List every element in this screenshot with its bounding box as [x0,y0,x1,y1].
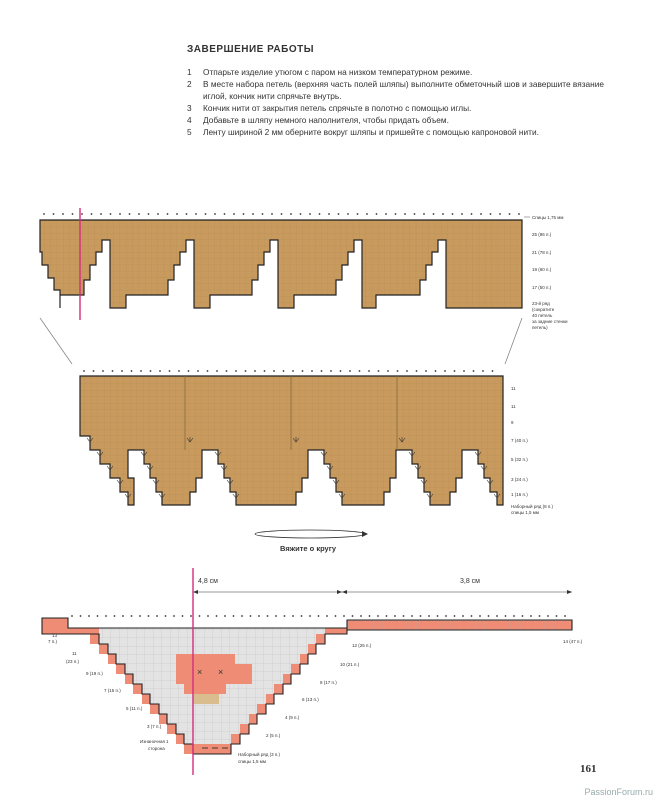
chart2-label: 11 [511,404,516,409]
stitch-dot [397,370,399,372]
stitch-dot [435,370,437,372]
cross-symbol: × [218,667,224,677]
stitch-dot [488,615,490,617]
stitch-dot [378,370,380,372]
step-number: 3 [187,103,192,113]
page-number: 161 [580,763,597,775]
chart3-label: спицы 1,5 мм [238,759,266,764]
chart-flower-triangle [42,568,583,775]
stitch-dot [357,213,359,215]
stitch-dot [97,615,99,617]
stitch-dot [169,370,171,372]
stitch-dot [300,213,302,215]
stitch-dot [359,370,361,372]
chart3-dots [71,615,566,617]
stitch-dot [452,213,454,215]
stitch-dot [53,213,55,215]
chart3-label: 10 (21 п.) [340,662,360,667]
stitch-dot [509,213,511,215]
stitch-dot [131,615,133,617]
step-text: Отпарьте изделие утюгом с паром на низком температурном режиме. [203,67,473,77]
dimension-left: 4,8 см [198,578,218,585]
stitch-dot [522,615,524,617]
stitch-dot [311,370,313,372]
chart3-label: Наборный ряд (3 п.) [238,752,281,757]
chart3-label: 6 (13 п.) [302,697,319,702]
chart-crown [80,370,554,515]
stitch-dot [433,213,435,215]
stitch-dot [442,213,444,215]
stitch-dot [207,615,209,617]
stitch-dot [376,213,378,215]
stitch-dot [496,615,498,617]
chart1-label: (сократите [532,307,555,312]
chart1-label: за задние стенки [532,319,568,324]
stitch-dot [347,213,349,215]
chart3-label: 8 (17 п.) [320,680,337,685]
stitch-dot [271,213,273,215]
stitch-dot [352,615,354,617]
stitch-dot [301,615,303,617]
stitch-dot [386,615,388,617]
stitch-dot [326,615,328,617]
stitch-dot [406,370,408,372]
stitch-dot [366,213,368,215]
stitch-dot [479,615,481,617]
stitch-dot [148,615,150,617]
stitch-dot [156,615,158,617]
stitch-dot [547,615,549,617]
stitch-dot [482,370,484,372]
stitch-dot [122,615,124,617]
chart3-label: 9 (19 п.) [86,671,103,676]
chart3-label: 13 [52,633,58,638]
chart3-label: 3 (7 п.) [147,724,162,729]
stitch-dot [463,370,465,372]
stitch-dot [444,370,446,372]
stitch-dot [490,213,492,215]
chart1-label: 19 (60 п.) [532,267,552,272]
chart3-label: 7 (15 п.) [104,688,121,693]
stitch-dot [264,370,266,372]
stitch-dot [505,615,507,617]
stitch-dot [131,370,133,372]
stitch-dot [499,213,501,215]
stitch-dot [425,370,427,372]
stitch-dot [411,615,413,617]
stitch-dot [360,615,362,617]
stitch-dot [214,213,216,215]
stitch-dot [454,615,456,617]
stitch-dot [492,370,494,372]
stitch-dot [420,615,422,617]
stitch-dot [321,370,323,372]
stitch-dot [445,615,447,617]
stitch-dot [139,615,141,617]
stitch-dot [377,615,379,617]
chart3-label: 7 п.) [48,639,57,644]
watermark: PassionForum.ru [584,787,653,797]
stitch-dot [207,370,209,372]
stitch-dot [186,213,188,215]
stitch-dot [480,213,482,215]
stitch-dot [564,615,566,617]
stitch-dot [102,370,104,372]
stitch-dot [197,370,199,372]
chart2-label: 5 (32 п.) [511,457,528,462]
chart3-label: 11 [72,651,77,656]
stitch-dot [72,213,74,215]
step-text: Кончик нити от закрытия петель спрячьте в полотно с помощью иглы. [203,103,472,113]
stitch-dot [83,370,85,372]
stitch-dot [416,370,418,372]
stitch-dot [309,615,311,617]
chart1-label: 21 (78 п.) [532,250,552,255]
chart2-label: 11 [511,386,516,391]
stitch-dot [368,370,370,372]
stitch-dot [71,615,73,617]
cross-symbol: × [197,667,203,677]
stitch-dot [62,213,64,215]
chart3-label: сторона [148,746,165,751]
stitch-dot [281,213,283,215]
stitch-dot [385,213,387,215]
chart3-label: 1 [166,739,169,744]
stitch-dot [343,615,345,617]
step-number: 4 [187,115,192,125]
stitch-dot [188,370,190,372]
stitch-dot [292,370,294,372]
stitch-dot [80,615,82,617]
chart1-label: 17 (50 п.) [532,285,552,290]
stitch-dot [241,615,243,617]
stitch-dot [233,213,235,215]
stitch-dot [290,213,292,215]
stitch-dot [224,213,226,215]
stitch-dot [110,213,112,215]
stitch-dot [284,615,286,617]
stitch-dot [182,615,184,617]
step-number: 5 [187,127,192,137]
chart1-labels [524,215,568,330]
stitch-dot [423,213,425,215]
stitch-dot [100,213,102,215]
stitch-dot [216,370,218,372]
chart3-label: 4 (9 п.) [285,715,300,720]
stitch-dot [224,615,226,617]
chart1-label: 40 петель [532,313,553,318]
stitch-dot [178,370,180,372]
stitch-dot [319,213,321,215]
step-text: Добавьте в шляпу немного наполнителя, чтобы придать объем. [203,115,449,125]
stitch-dot [88,615,90,617]
step-number: 1 [187,67,192,77]
stitch-dot [437,615,439,617]
stitch-dot [138,213,140,215]
round-label: Вяжите о кругу [280,544,337,553]
stitch-dot [243,213,245,215]
chart1-dots [43,213,520,215]
chart2-label: 1 (16 п.) [511,492,528,497]
stitch-dot [309,213,311,215]
chart1-label: 23-й ряд [532,301,550,306]
chart3-label: Изнаночная [140,739,165,744]
stitch-dot [471,615,473,617]
stitch-dot [518,213,520,215]
chart2-label: 3 (24 п.) [511,477,528,482]
connector-line [40,318,72,364]
stitch-dot [556,615,558,617]
stitch-dot [539,615,541,617]
stitch-dot [283,370,285,372]
stitch-dot [245,370,247,372]
stitch-dot [387,370,389,372]
stitch-dot [167,213,169,215]
chart3-label: 12 (25 п.) [352,643,372,648]
stitch-dot [530,615,532,617]
stitch-dot [148,213,150,215]
stitch-dot [114,615,116,617]
stitch-dot [318,615,320,617]
stitch-dot [395,213,397,215]
stitch-dot [112,370,114,372]
chart2-label: 9 [511,420,514,425]
stitch-dot [335,615,337,617]
knit-in-round-arrow [255,530,368,553]
chart2-labels [511,386,554,515]
stitch-dot [91,213,93,215]
step-text: Ленту шириной 2 мм оберните вокруг шляпы и пришейте с помощью капроновой нити. [203,127,539,137]
chart3-label: (23 п.) [66,659,79,664]
stitch-dot [292,615,294,617]
stitch-dot [233,615,235,617]
stitch-dot [93,370,95,372]
stitch-dot [216,615,218,617]
stitch-dot [414,213,416,215]
stitch-dot [195,213,197,215]
stitch-dot [150,370,152,372]
stitch-dot [471,213,473,215]
stitch-dot [461,213,463,215]
stitch-dot [330,370,332,372]
stitch-dot [173,615,175,617]
stitch-dot [403,615,405,617]
stitch-dot [454,370,456,372]
stitch-dot [176,213,178,215]
dimension-right: 3,8 см [460,578,480,585]
stitch-dot [199,615,201,617]
stitch-dot [262,213,264,215]
stitch-dot [275,615,277,617]
chart3-label: 5 (11 п.) [126,706,143,711]
section-heading: ЗАВЕРШЕНИЕ РАБОТЫ [187,44,315,55]
chart1-label: Спицы 1,75 мм [532,215,564,220]
stitch-dot [157,213,159,215]
stitch-dot [205,213,207,215]
stitch-dot [258,615,260,617]
connector-line [505,318,522,364]
stitch-dot [349,370,351,372]
stitch-dot [302,370,304,372]
chart3-label: 2 (5 п.) [266,733,281,738]
stitch-dot [43,213,45,215]
chart1-label: петель) [532,325,548,330]
stitch-dot [235,370,237,372]
chart-top-brim [40,208,568,330]
chart3-label: 14 (47 п.) [563,639,583,644]
stitch-dot [119,213,121,215]
stitch-dot [254,370,256,372]
stitch-dot [121,370,123,372]
stitch-dot [328,213,330,215]
stitch-dot [267,615,269,617]
stitch-dot [159,370,161,372]
stitch-dot [252,213,254,215]
stitch-dot [140,370,142,372]
chart2-label: спицы 1,5 мм [511,510,539,515]
stitch-dot [340,370,342,372]
step-number: 2 [187,79,192,89]
stitch-dot [273,370,275,372]
stitch-dot [394,615,396,617]
stitch-dot [165,615,167,617]
stitch-dot [369,615,371,617]
stitch-dot [338,213,340,215]
chart2-label: 7 (40 п.) [511,438,528,443]
chart2-label: Наборный ряд (8 п.) [511,504,554,509]
stitch-dot [462,615,464,617]
chart1-label: 25 (96 п.) [532,232,552,237]
stitch-dot [226,370,228,372]
stitch-dot [105,615,107,617]
stitch-dot [473,370,475,372]
stitch-dot [513,615,515,617]
stitch-dot [250,615,252,617]
stitch-dot [81,213,83,215]
stitch-dot [404,213,406,215]
step-text: В месте набора петель (верхняя часть полей шляпы) выполните обметочный шов и завершите вязание иглой, кончик нити спрячьте внутрь. [203,79,604,101]
stitch-dot [190,615,192,617]
stitch-dot [428,615,430,617]
chart2-dots [83,370,493,372]
stitch-dot [129,213,131,215]
